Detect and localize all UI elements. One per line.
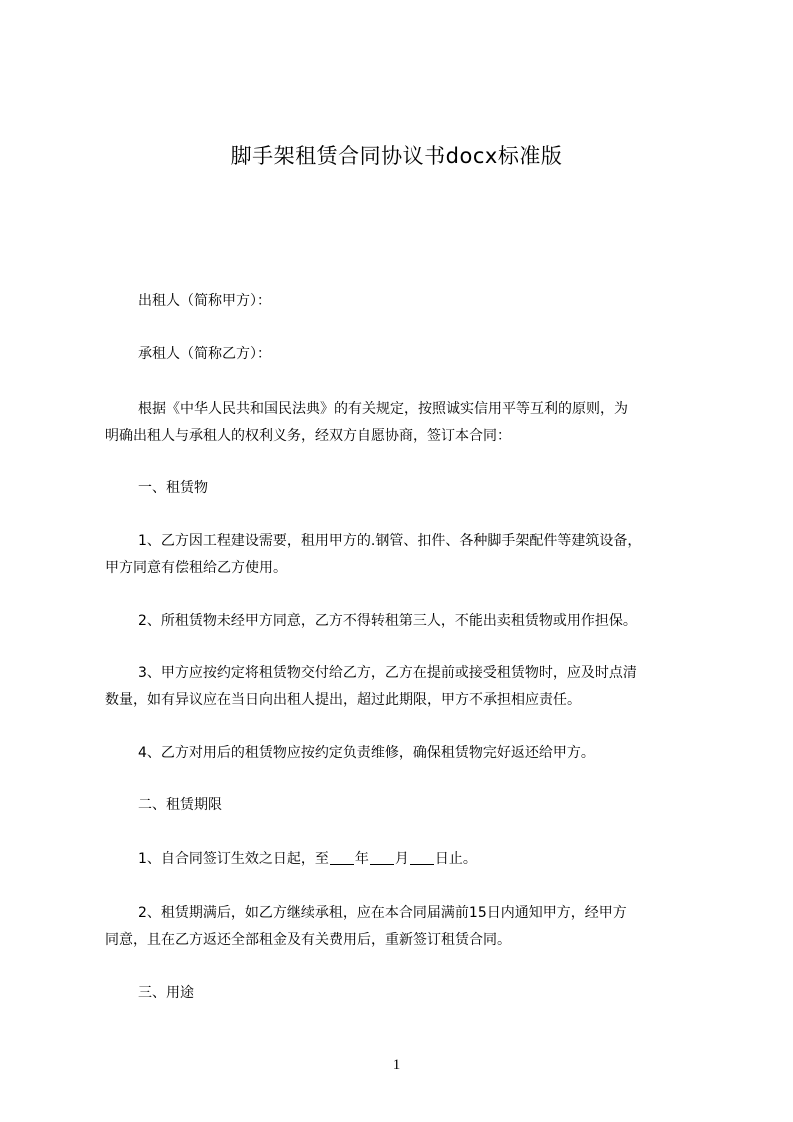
end-month-blank — [370, 850, 394, 865]
section-heading-lease-term: 二、租赁期限 — [138, 797, 222, 813]
preamble-line-1: 根据《中华人民共和国民法典》的有关规定，按照诚实信用平等互利的原则，为 — [138, 401, 628, 417]
month-label: 月 — [394, 851, 409, 867]
section-heading-lease-object: 一、租赁物 — [138, 480, 208, 496]
day-label: 日止。 — [434, 851, 477, 867]
lease-object-item-2: 2、所租赁物未经甲方同意，乙方不得转租第三人，不能出卖租赁物或用作担保。 — [138, 613, 637, 629]
lease-object-item-1-line-1: 1、乙方因工程建设需要，租用甲方的.钢管、扣件、各种脚手架配件等建筑设备， — [138, 533, 642, 549]
lease-object-item-1-line-2: 甲方同意有偿租给乙方使用。 — [105, 560, 287, 576]
lease-object-item-3-line-1: 3、甲方应按约定将租赁物交付给乙方，乙方在提前或接受租赁物时，应及时点清 — [138, 665, 637, 681]
end-day-blank — [410, 850, 434, 865]
lease-term-item-1 — [105, 844, 705, 874]
section-heading-purpose: 三、用途 — [138, 985, 194, 1001]
lease-term-item-2-line-2: 同意，且在乙方返还全部租金及有关费用后，重新签订租赁合同。 — [105, 932, 511, 948]
document-title: 脚手架租赁合同协议书docx标准版 — [230, 144, 563, 168]
preamble-line-2: 明确出租人与承租人的权利义务，经双方自愿协商，签订本合同： — [105, 428, 511, 444]
end-year-blank — [330, 850, 354, 865]
lease-object-item-3-line-2: 数量，如有异议应在当日向出租人提出，超过此期限，甲方不承担相应责任。 — [105, 692, 581, 708]
year-label: 年 — [354, 851, 369, 867]
lessee-line: 承租人（简称乙方）： — [138, 346, 271, 362]
page-number: 1 — [392, 1057, 401, 1073]
lease-object-item-4: 4、乙方对用后的租赁物应按约定负责维修，确保租赁物完好返还给甲方。 — [138, 745, 595, 761]
lessor-line: 出租人（简称甲方）： — [138, 293, 271, 309]
lease-term-item-2-line-1: 2、租赁期满后，如乙方继续承租，应在本合同届满前15日内通知甲方，经甲方 — [138, 905, 627, 921]
lease-term-item-1-prefix: 1、自合同签订生效之日起，至 — [138, 851, 329, 867]
